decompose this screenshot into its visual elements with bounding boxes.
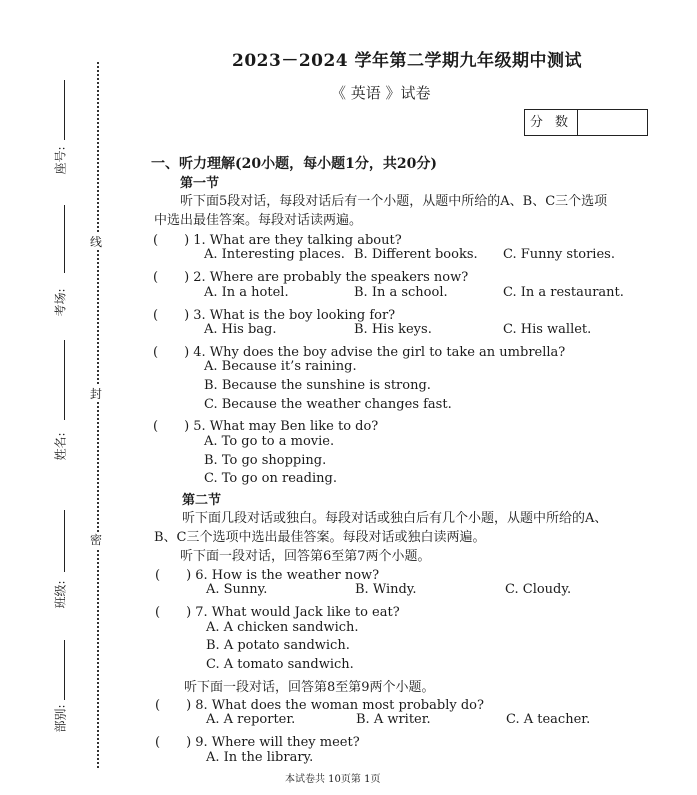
name-line xyxy=(64,340,65,420)
q3-option-c: C. His wallet. xyxy=(503,322,592,337)
q7-option-b: B. A potato sandwich. xyxy=(206,638,350,653)
section1-heading: 一、听力理解(20小题，每小题1分，共20分) xyxy=(151,156,437,172)
q6-option-b: B. Windy. xyxy=(355,582,417,597)
name-label: 姓名: xyxy=(53,432,68,461)
q6-option-c: C. Cloudy. xyxy=(505,582,572,597)
q4-option-a: A. Because it’s raining. xyxy=(204,359,357,374)
part2-lead-2: 听下面一段对话，回答第8至第9两个小题。 xyxy=(184,680,435,695)
q9-option-a: A. In the library. xyxy=(206,750,314,765)
score-label: 分 数 xyxy=(525,110,578,135)
q8-option-c: C. A teacher. xyxy=(506,712,591,727)
division-label: 部别: xyxy=(53,704,68,733)
seat-number-label: 座号: xyxy=(53,146,68,175)
seal-char-xian: 线 xyxy=(89,235,102,249)
question-6: ( ) 6. How is the weather now? xyxy=(155,568,380,583)
q6-option-a: A. Sunny. xyxy=(206,582,268,597)
exam-title: 2023－2024 学年第二学期九年级期中测试 xyxy=(232,51,583,71)
page-footer: 本试卷共 10页第 1页 xyxy=(285,774,381,785)
question-3: ( ) 3. What is the boy looking for? xyxy=(153,308,396,323)
part1-heading: 第一节 xyxy=(180,176,220,191)
part1-instruction-2: 中选出最佳答案。每段对话读两遍。 xyxy=(154,213,363,228)
division-line xyxy=(64,640,65,700)
q2-option-a: A. In a hotel. xyxy=(204,285,289,300)
q5-option-b: B. To go shopping. xyxy=(204,453,327,468)
q8-option-a: A. A reporter. xyxy=(206,712,296,727)
question-2: ( ) 2. Where are probably the speakers now? xyxy=(153,270,469,285)
question-4: ( ) 4. Why does the boy advise the girl to take an umbrella? xyxy=(153,345,566,360)
q8-option-b: B. A writer. xyxy=(356,712,431,727)
q1-option-a: A. Interesting places. xyxy=(204,247,345,262)
question-1: ( ) 1. What are they talking about? xyxy=(153,233,402,248)
question-9: ( ) 9. Where will they meet? xyxy=(155,735,360,750)
seat-number-line xyxy=(64,80,65,140)
part1-instruction-1: 听下面5段对话，每段对话后有一个小题，从题中所给的A、B、C三个选项 xyxy=(180,194,608,209)
q7-option-a: A. A chicken sandwich. xyxy=(206,620,359,635)
q2-option-b: B. In a school. xyxy=(354,285,448,300)
part2-instruction-1: 听下面几段对话或独白。每段对话或独白后有几个小题，从题中所给的A、 xyxy=(182,511,608,526)
part2-instruction-2: B、C三个选项中选出最佳答案。每段对话或独白读两遍。 xyxy=(154,530,486,545)
part2-lead-1: 听下面一段对话，回答第6至第7两个小题。 xyxy=(180,549,431,564)
question-5: ( ) 5. What may Ben like to do? xyxy=(153,419,379,434)
exam-room-label: 考场: xyxy=(53,288,68,317)
seal-char-mi: 密 xyxy=(89,533,102,547)
q3-option-b: B. His keys. xyxy=(354,322,432,337)
score-box xyxy=(524,109,648,136)
seal-char-feng: 封 xyxy=(89,387,102,401)
q4-option-c: C. Because the weather changes fast. xyxy=(204,397,452,412)
q5-option-a: A. To go to a movie. xyxy=(204,434,335,449)
q1-option-b: B. Different books. xyxy=(354,247,478,262)
q5-option-c: C. To go on reading. xyxy=(204,471,337,486)
q4-option-b: B. Because the sunshine is strong. xyxy=(204,378,431,393)
q1-option-c: C. Funny stories. xyxy=(503,247,615,262)
part2-heading: 第二节 xyxy=(182,493,222,508)
exam-subtitle: 《 英语 》试卷 xyxy=(331,84,431,102)
score-field[interactable] xyxy=(578,110,647,135)
question-7: ( ) 7. What would Jack like to eat? xyxy=(155,605,400,620)
q2-option-c: C. In a restaurant. xyxy=(503,285,624,300)
exam-room-line xyxy=(64,205,65,273)
q7-option-c: C. A tomato sandwich. xyxy=(206,657,354,672)
seal-dotted-line xyxy=(97,62,99,768)
question-8: ( ) 8. What does the woman most probably do? xyxy=(155,698,484,713)
q3-option-a: A. His bag. xyxy=(204,322,277,337)
class-line xyxy=(64,510,65,572)
class-label: 班级: xyxy=(53,580,68,609)
